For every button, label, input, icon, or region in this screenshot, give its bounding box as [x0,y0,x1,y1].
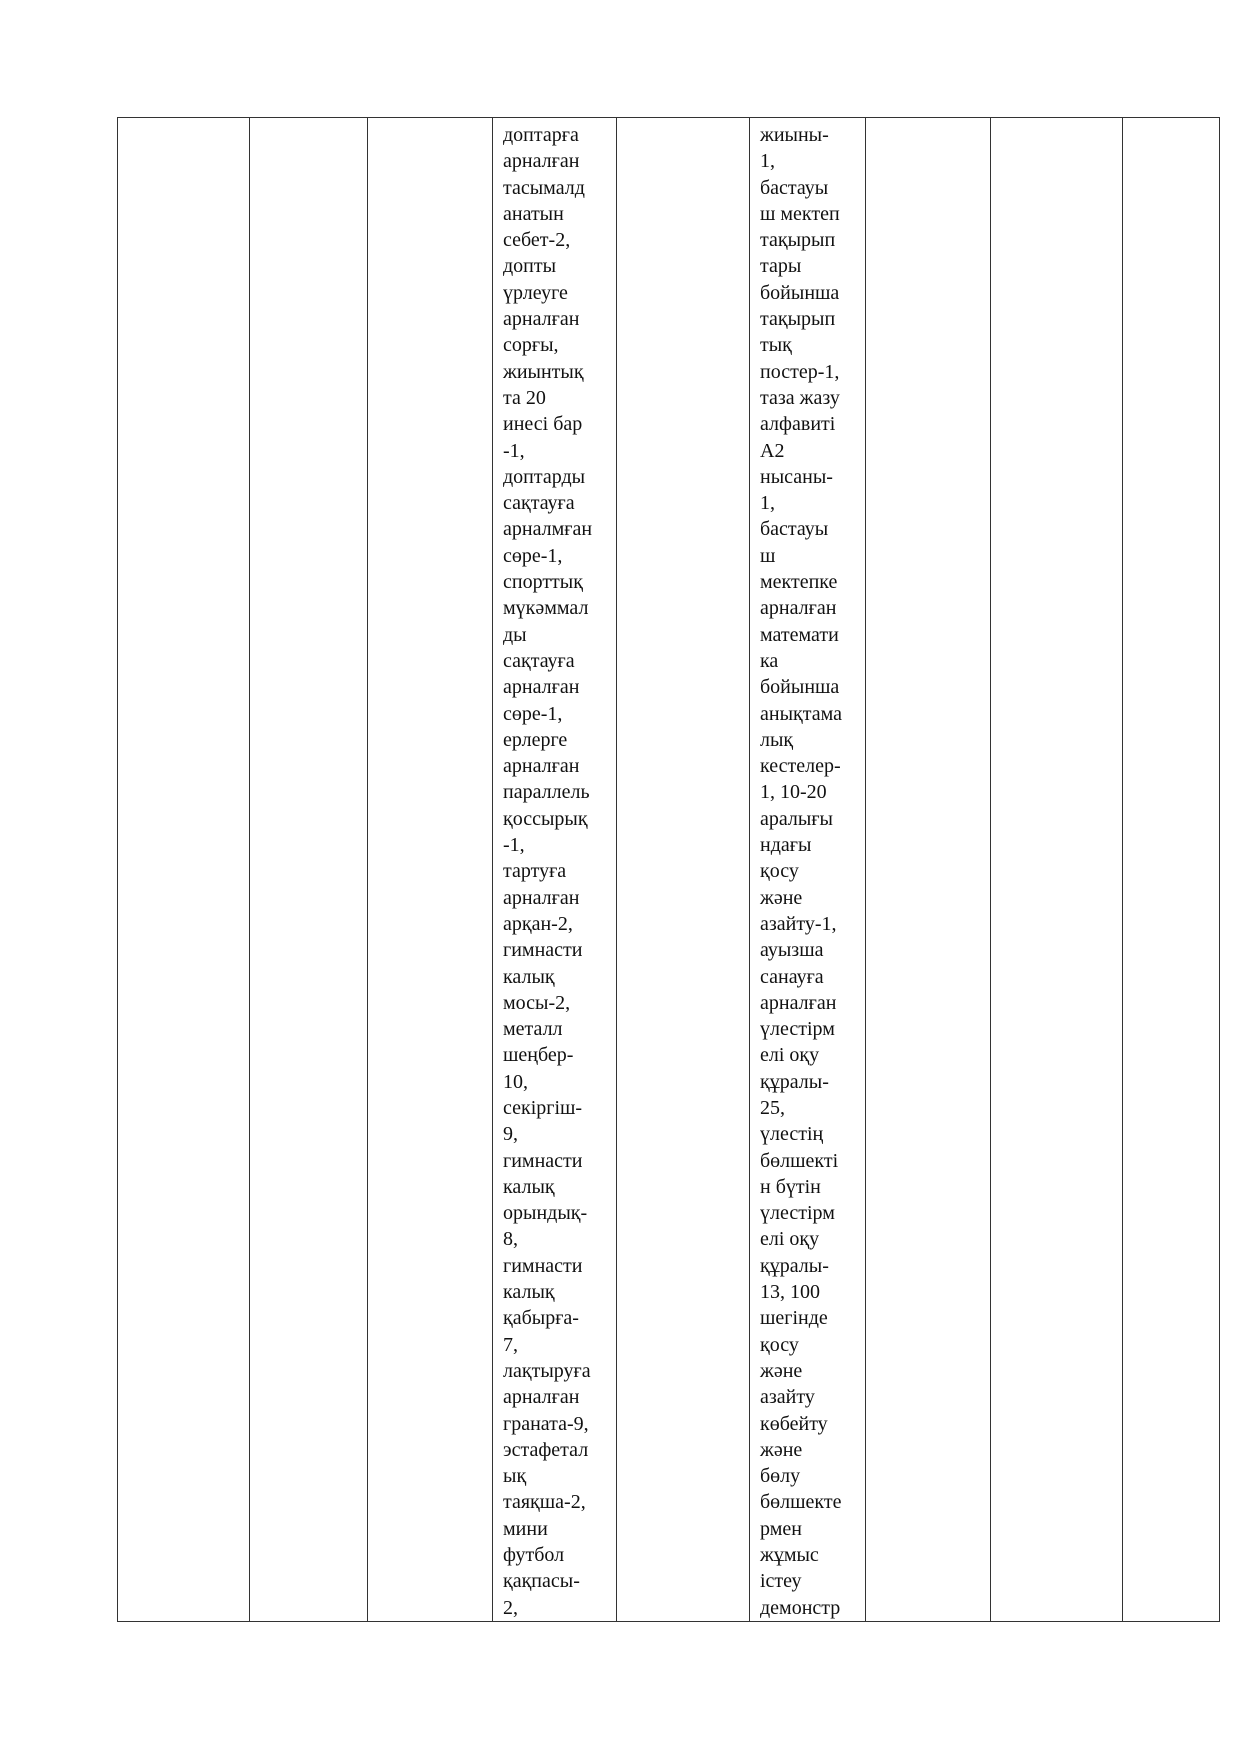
cell-text-line: арналған [503,886,580,909]
cell-text-line: ерлерге [503,728,568,751]
cell-text-line: граната-9, [503,1412,589,1435]
cell-text-line: ш мектеп [760,202,840,225]
cell-text-line: елі оқу [760,1044,820,1067]
cell-text-line: сөре-1, [503,544,563,567]
cell-text-line: бөлшекті [760,1149,839,1172]
cell-text-line: құралы- [760,1070,829,1093]
cell-text-line: арналған [503,1386,580,1409]
cell-text-line: демонстр [760,1596,841,1619]
cell-text-line: тасымалд [503,176,585,199]
sports-equipment-list [503,122,610,1621]
cell-text-line: жиыны- [760,124,829,146]
cell-text-line: гимнасти [503,1149,583,1172]
cell-text-line: калық [503,965,555,988]
cell-text-line: мүкәммал [503,597,589,620]
cell-text-line: рмен [760,1517,802,1540]
cell-text-line: көбейту [760,1412,828,1435]
table-cell-3 [368,118,493,1622]
cell-text-line: -1, [503,834,525,857]
cell-text-line: калық [503,1175,555,1198]
cell-text-line: жұмыс [760,1544,819,1567]
cell-text-line: 1, [760,492,775,515]
cell-text-line: гимнасти [503,939,583,962]
cell-text-line: арналған [760,991,837,1014]
cell-text-line: тық [760,334,792,357]
cell-text-line: 1, 10-20 [760,781,827,804]
cell-text-line: және [760,1438,803,1461]
cell-text-line: 25, [760,1096,785,1119]
cell-text-line: азайту-1, [760,912,837,935]
cell-text-line: үлестің [760,1123,824,1146]
cell-text-line: ауызша [760,939,824,962]
table-cell-9 [1123,118,1220,1622]
table-row [118,118,1220,1622]
cell-text-line: қабырға- [503,1307,579,1330]
cell-text-line: гимнасти [503,1254,583,1277]
cell-text-line: доптарға [503,124,579,146]
cell-text-line: бойынша [760,281,840,304]
cell-text-line: лық [760,728,794,751]
cell-text-line: тары [760,255,802,278]
cell-text-line: н бүтін [760,1175,821,1198]
cell-text-line: санауға [760,965,824,988]
table-cell-2 [250,118,368,1622]
cell-text-line: нысаны- [760,465,833,488]
cell-text-line: А2 [760,439,785,462]
cell-text-line: қақпасы- [503,1570,580,1593]
cell-text-line: лақтыруға [503,1359,591,1382]
cell-text-line: бөлу [760,1465,801,1488]
inventory-table [117,117,1220,1622]
cell-text-line: арқан-2, [503,912,573,935]
cell-text-line: -1, [503,439,525,462]
cell-text-line: арналған [503,150,580,173]
cell-text-line: таяқша-2, [503,1491,586,1514]
cell-text-line: арналған [503,676,580,699]
cell-text-line: шеңбер- [503,1044,574,1067]
cell-text-line: сорғы, [503,334,559,357]
cell-text-line: секіргіш- [503,1096,583,1119]
cell-text-line: себет-2, [503,229,571,252]
cell-text-line: сөре-1, [503,702,563,725]
cell-text-line: 2, [503,1596,518,1619]
cell-text-line: бастауы [760,518,829,541]
cell-text-line: елі оқу [760,1228,820,1251]
table-cell-1 [118,118,250,1622]
table-cell-7 [866,118,991,1622]
cell-text-line: бөлшекте [760,1491,842,1514]
cell-text-line: ш [760,544,776,567]
cell-text-line: эстафетал [503,1438,589,1461]
cell-text-line: 10, [503,1070,528,1093]
cell-text-line: ка [760,649,779,672]
cell-text-line: шегінде [760,1307,828,1330]
cell-text-line: және [760,1359,803,1382]
cell-text-line: инесі бар [503,413,583,436]
cell-text-line: постер-1, [760,360,840,383]
cell-text-line: кестелер- [760,755,841,778]
cell-text-line: арналған [503,755,580,778]
cell-text-line: доптарды [503,465,586,488]
cell-text-line: аралығы [760,807,833,830]
table-cell-8 [991,118,1123,1622]
cell-text-line: мосы-2, [503,991,571,1014]
cell-text-line: параллель [503,781,590,804]
cell-text-line: орындық- [503,1202,588,1225]
cell-text-line: ық [503,1465,527,1488]
cell-text-line: жиынтық [503,360,584,383]
cell-text-line: 9, [503,1123,518,1146]
table-cell-5 [617,118,750,1622]
cell-text-line: ндағы [760,834,812,857]
cell-text-line: металл [503,1018,563,1041]
table-cell-6 [750,118,866,1622]
cell-text-line: үлестірм [760,1018,835,1041]
cell-text-line: үлестірм [760,1202,835,1225]
cell-text-line: тартуға [503,860,567,883]
cell-text-line: қоссырық [503,807,588,830]
cell-text-line: спорттық [503,571,583,594]
cell-text-line: қосу [760,860,799,883]
cell-text-line: тақырып [760,229,836,252]
cell-text-line: анатын [503,202,564,225]
teaching-materials-list [760,122,859,1621]
cell-text-line: арналған [503,308,580,331]
cell-text-line: және [760,886,803,909]
cell-text-line: үрлеуге [503,281,568,304]
cell-text-line: 13, 100 [760,1281,820,1304]
cell-text-line: бастауы [760,176,829,199]
cell-text-line: азайту [760,1386,815,1409]
cell-text-line: арналмған [503,518,593,541]
cell-text-line: 1, [760,150,775,173]
cell-text-line: істеу [760,1570,802,1593]
cell-text-line: ды [503,623,527,646]
cell-text-line: допты [503,255,557,278]
cell-text-line: таза жазу [760,386,840,409]
cell-text-line: құралы- [760,1254,829,1277]
cell-text-line: сақтауға [503,649,575,672]
cell-text-line: математи [760,623,839,646]
cell-text-line: анықтама [760,702,842,725]
cell-text-line: тақырып [760,308,836,331]
cell-text-line: 8, [503,1228,518,1251]
cell-text-line: сақтауға [503,492,575,515]
cell-text-line: қосу [760,1333,799,1356]
cell-text-line: мектепке [760,571,838,594]
table-cell-4 [493,118,617,1622]
cell-text-line: арналған [760,597,837,620]
cell-text-line: бойынша [760,676,840,699]
cell-text-line: футбол [503,1544,565,1567]
cell-text-line: 7, [503,1333,518,1356]
cell-text-line: алфавиті [760,413,836,436]
cell-text-line: та 20 [503,386,546,409]
cell-text-line: мини [503,1517,548,1540]
cell-text-line: калық [503,1281,555,1304]
